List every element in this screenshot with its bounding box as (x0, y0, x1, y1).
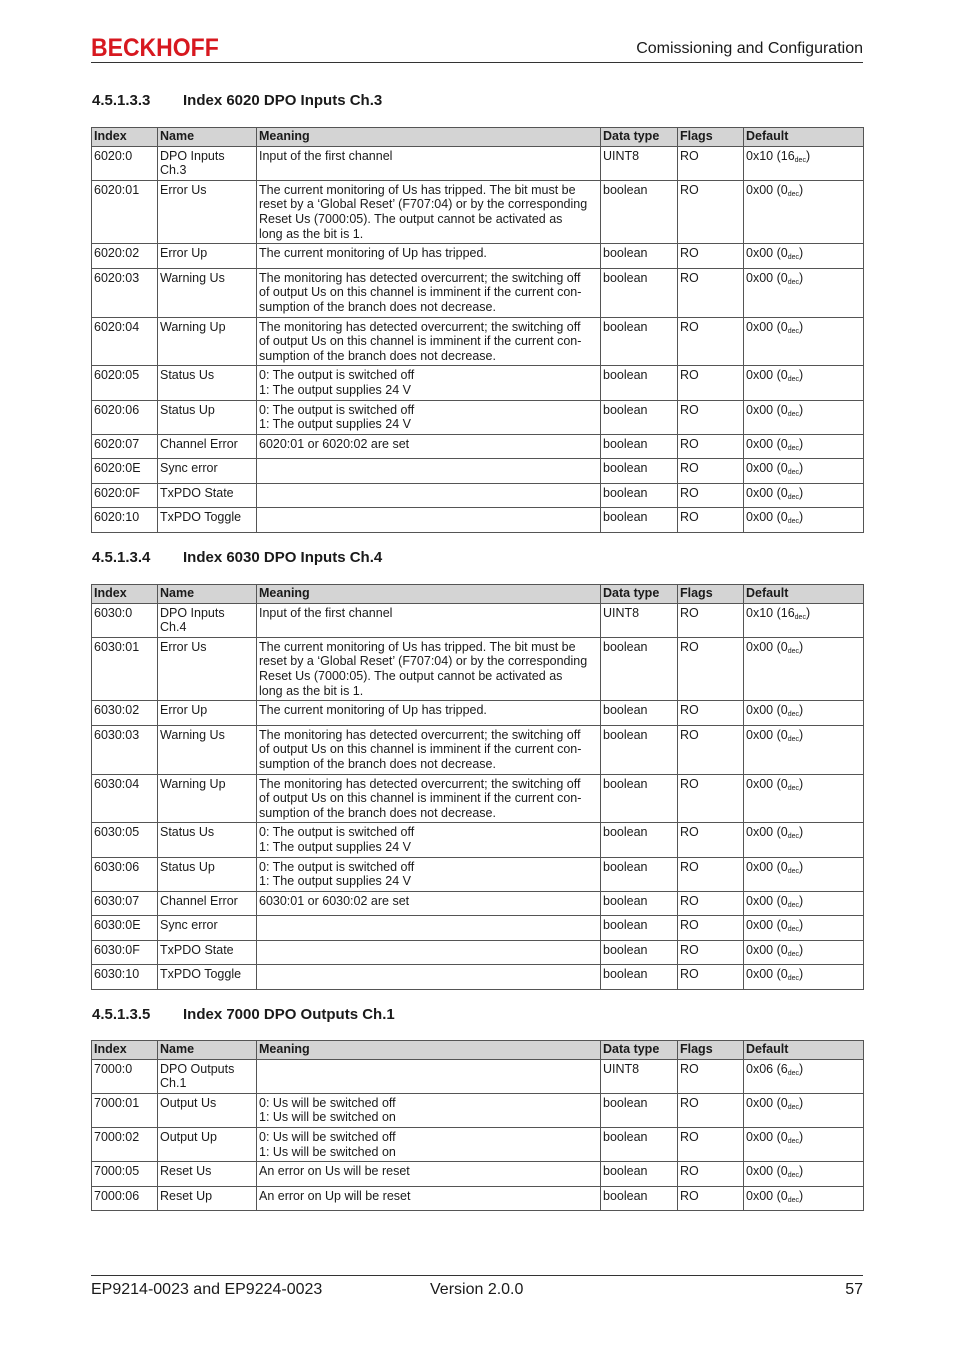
datatype-cell: boolean (601, 857, 678, 891)
default-subscript: dec (787, 493, 799, 501)
index-cell: 6020:0F (92, 483, 158, 508)
name-cell: Error Up (158, 701, 257, 726)
table-row (92, 268, 864, 317)
name-cell: Error Up (158, 244, 257, 269)
index-cell: 6020:06 (92, 400, 158, 434)
name-cell: Channel Error (158, 434, 257, 459)
default-subscript: dec (787, 711, 799, 719)
default-cell: 0x00 $(0_{dec})$ (744, 965, 864, 990)
meaning-cell: 0: The output is switched off 1: The output supplies 24 V (257, 400, 601, 434)
default-cell: 0x00 $(0_{dec})$ (744, 774, 864, 823)
name-cell: Error Us (158, 180, 257, 243)
flags-cell: RO (678, 400, 744, 434)
default-subscript: dec (787, 647, 799, 655)
index-cell: 6020:0 (92, 146, 158, 180)
column-header: Data type (601, 128, 678, 147)
section-number: 4.5.1.3.3 (92, 92, 151, 109)
index-cell: 6030:0 (92, 603, 158, 637)
name-cell: Error Us (158, 637, 257, 700)
datatype-cell: boolean (601, 244, 678, 269)
datatype-cell: boolean (601, 483, 678, 508)
name-cell: Sync error (158, 916, 257, 941)
name-cell: Channel Error (158, 891, 257, 916)
datatype-cell: boolean (601, 508, 678, 533)
default-cell: 0x10 $(16_{dec})$ (744, 146, 864, 180)
meaning-cell: The monitoring has detected overcurrent; the switching off of output Us on this channel is imminent if the current con- sumption of the branch does not decrease. (257, 268, 601, 317)
table-row (92, 400, 864, 434)
table-row (92, 774, 864, 823)
flags-cell: RO (678, 244, 744, 269)
default-cell: 0x00 $(0_{dec})$ (744, 434, 864, 459)
meaning-cell: The monitoring has detected overcurrent; the switching off of output Us on this channel is imminent if the current con- sumption of the branch does not decrease. (257, 774, 601, 823)
meaning-cell: The current monitoring of Up has tripped. (257, 244, 601, 269)
index-cell: 7000:02 (92, 1127, 158, 1161)
column-header: Meaning (257, 585, 601, 604)
table-row (92, 146, 864, 180)
flags-cell: RO (678, 1093, 744, 1127)
column-header: Meaning (257, 1041, 601, 1060)
index-cell: 7000:06 (92, 1186, 158, 1211)
flags-cell: RO (678, 1162, 744, 1187)
flags-cell: RO (678, 434, 744, 459)
name-cell: Warning Up (158, 317, 257, 366)
flags-cell: RO (678, 1186, 744, 1211)
section-title: Index 7000 DPO Outputs Ch.1 (183, 1006, 395, 1023)
meaning-cell (257, 1059, 601, 1093)
default-cell: 0x10 $(16_{dec})$ (744, 603, 864, 637)
flags-cell: RO (678, 180, 744, 243)
footer-product: EP9214-0023 and EP9224-0023 (91, 1281, 323, 1298)
default-subscript: dec (787, 518, 799, 526)
meaning-cell: 0: The output is switched off 1: The output supplies 24 V (257, 823, 601, 857)
default-subscript: dec (787, 1103, 799, 1111)
table-row (92, 823, 864, 857)
index-cell: 6020:01 (92, 180, 158, 243)
object-table (91, 584, 864, 990)
datatype-cell: boolean (601, 1127, 678, 1161)
index-cell: 7000:0 (92, 1059, 158, 1093)
section-number: 4.5.1.3.4 (92, 549, 151, 566)
table-row (92, 1127, 864, 1161)
meaning-cell: The monitoring has detected overcurrent; the switching off of output Us on this channel is imminent if the current con- sumption of the branch does not decrease. (257, 725, 601, 774)
flags-cell: RO (678, 916, 744, 941)
index-cell: 6030:02 (92, 701, 158, 726)
name-cell: TxPDO Toggle (158, 508, 257, 533)
datatype-cell: boolean (601, 366, 678, 400)
name-cell: Status Up (158, 400, 257, 434)
section-number: 4.5.1.3.5 (92, 1006, 151, 1023)
index-cell: 6020:0E (92, 459, 158, 484)
table-row (92, 508, 864, 533)
meaning-cell: 0: The output is switched off 1: The output supplies 24 V (257, 366, 601, 400)
section-heading (92, 92, 382, 109)
name-cell: DPO Inputs Ch.4 (158, 603, 257, 637)
flags-cell: RO (678, 637, 744, 700)
meaning-cell (257, 940, 601, 965)
meaning-cell (257, 459, 601, 484)
default-cell: 0x00 $(0_{dec})$ (744, 483, 864, 508)
table-row (92, 701, 864, 726)
default-cell: 0x00 $(0_{dec})$ (744, 823, 864, 857)
index-cell: 6030:0E (92, 916, 158, 941)
name-cell: Status Up (158, 857, 257, 891)
meaning-cell: The current monitoring of Up has tripped. (257, 701, 601, 726)
index-cell: 6030:01 (92, 637, 158, 700)
datatype-cell: UINT8 (601, 146, 678, 180)
flags-cell: RO (678, 823, 744, 857)
index-cell: 6030:04 (92, 774, 158, 823)
flags-cell: RO (678, 317, 744, 366)
index-cell: 7000:05 (92, 1162, 158, 1187)
default-subscript: dec (787, 901, 799, 909)
index-cell: 6020:10 (92, 508, 158, 533)
default-subscript: dec (787, 784, 799, 792)
index-cell: 6030:03 (92, 725, 158, 774)
default-cell: 0x00 $(0_{dec})$ (744, 891, 864, 916)
flags-cell: RO (678, 1127, 744, 1161)
flags-cell: RO (678, 268, 744, 317)
datatype-cell: boolean (601, 1093, 678, 1127)
table-row (92, 637, 864, 700)
column-header: Name (158, 1041, 257, 1060)
default-subscript: dec (787, 376, 799, 384)
table-row (92, 180, 864, 243)
column-header: Data type (601, 1041, 678, 1060)
default-cell: 0x00 $(0_{dec})$ (744, 508, 864, 533)
name-cell: Output Us (158, 1093, 257, 1127)
index-cell: 6030:10 (92, 965, 158, 990)
header-divider (91, 62, 863, 63)
column-header: Flags (678, 1041, 744, 1060)
name-cell: DPO Outputs Ch.1 (158, 1059, 257, 1093)
column-header: Index (92, 1041, 158, 1060)
default-cell: 0x00 $(0_{dec})$ (744, 1162, 864, 1187)
flags-cell: RO (678, 701, 744, 726)
flags-cell: RO (678, 725, 744, 774)
default-subscript: dec (787, 444, 799, 452)
index-cell: 7000:01 (92, 1093, 158, 1127)
datatype-cell: boolean (601, 965, 678, 990)
meaning-cell: An error on Up will be reset (257, 1186, 601, 1211)
meaning-cell: Input of the first channel (257, 603, 601, 637)
datatype-cell: boolean (601, 400, 678, 434)
name-cell: Status Us (158, 823, 257, 857)
default-cell: 0x00 $(0_{dec})$ (744, 400, 864, 434)
datatype-cell: boolean (601, 434, 678, 459)
flags-cell: RO (678, 891, 744, 916)
table-header-row (92, 128, 864, 147)
flags-cell: RO (678, 857, 744, 891)
name-cell: Status Us (158, 366, 257, 400)
default-cell: 0x00 $(0_{dec})$ (744, 459, 864, 484)
column-header: Flags (678, 585, 744, 604)
column-header: Index (92, 128, 158, 147)
datatype-cell: boolean (601, 774, 678, 823)
meaning-cell (257, 508, 601, 533)
column-header: Default (744, 585, 864, 604)
flags-cell: RO (678, 483, 744, 508)
default-cell: 0x00 $(0_{dec})$ (744, 637, 864, 700)
flags-cell: RO (678, 774, 744, 823)
column-header: Name (158, 128, 257, 147)
index-cell: 6020:03 (92, 268, 158, 317)
name-cell: TxPDO State (158, 483, 257, 508)
name-cell: Sync error (158, 459, 257, 484)
meaning-cell: 6020:01 or 6020:02 are set (257, 434, 601, 459)
datatype-cell: UINT8 (601, 1059, 678, 1093)
index-cell: 6020:04 (92, 317, 158, 366)
default-subscript: dec (787, 469, 799, 477)
table-row (92, 1162, 864, 1187)
table-row (92, 1186, 864, 1211)
footer-divider (91, 1275, 863, 1276)
index-cell: 6020:02 (92, 244, 158, 269)
table-header-row (92, 585, 864, 604)
meaning-cell: The current monitoring of Us has tripped. The bit must be reset by a ‘Global Reset’ (F707:04) or by the corresponding Reset Us (7000:05). The output cannot be activated as long as the bit is 1. (257, 180, 601, 243)
default-cell: 0x00 $(0_{dec})$ (744, 857, 864, 891)
default-subscript: dec (787, 926, 799, 934)
chapter-title: Comissioning and Configuration (636, 40, 863, 57)
section-title: Index 6030 DPO Inputs Ch.4 (183, 549, 383, 566)
meaning-cell: 0: The output is switched off 1: The output supplies 24 V (257, 857, 601, 891)
column-header: Name (158, 585, 257, 604)
default-subscript: dec (787, 327, 799, 335)
table-row (92, 434, 864, 459)
flags-cell: RO (678, 940, 744, 965)
table-row (92, 459, 864, 484)
default-cell: 0x00 $(0_{dec})$ (744, 366, 864, 400)
default-subscript: dec (787, 1172, 799, 1180)
datatype-cell: boolean (601, 1162, 678, 1187)
default-subscript: dec (787, 1196, 799, 1204)
default-subscript: dec (787, 278, 799, 286)
flags-cell: RO (678, 965, 744, 990)
page-number: 57 (845, 1281, 863, 1298)
name-cell: Reset Up (158, 1186, 257, 1211)
object-table (91, 1040, 864, 1211)
default-cell: 0x00 $(0_{dec})$ (744, 725, 864, 774)
name-cell: Warning Up (158, 774, 257, 823)
meaning-cell: An error on Us will be reset (257, 1162, 601, 1187)
beckhoff-logo: BECKHOFF (91, 34, 219, 62)
default-cell: 0x00 $(0_{dec})$ (744, 317, 864, 366)
default-subscript: dec (787, 190, 799, 198)
default-cell: 0x00 $(0_{dec})$ (744, 1127, 864, 1161)
name-cell: Warning Us (158, 268, 257, 317)
meaning-cell: 0: Us will be switched off 1: Us will be switched on (257, 1127, 601, 1161)
column-header: Default (744, 128, 864, 147)
default-cell: 0x00 $(0_{dec})$ (744, 180, 864, 243)
table-row (92, 603, 864, 637)
table-row (92, 366, 864, 400)
index-cell: 6030:05 (92, 823, 158, 857)
table-row (92, 916, 864, 941)
default-cell: 0x00 $(0_{dec})$ (744, 940, 864, 965)
datatype-cell: UINT8 (601, 603, 678, 637)
flags-cell: RO (678, 146, 744, 180)
index-cell: 6020:07 (92, 434, 158, 459)
datatype-cell: boolean (601, 701, 678, 726)
table-row (92, 483, 864, 508)
meaning-cell: The monitoring has detected overcurrent; the switching off of output Us on this channel is imminent if the current con- sumption of the branch does not decrease. (257, 317, 601, 366)
flags-cell: RO (678, 366, 744, 400)
datatype-cell: boolean (601, 916, 678, 941)
meaning-cell (257, 483, 601, 508)
default-subscript: dec (787, 254, 799, 262)
default-subscript: dec (794, 156, 806, 164)
datatype-cell: boolean (601, 637, 678, 700)
table-header-row (92, 1041, 864, 1060)
default-subscript: dec (787, 833, 799, 841)
name-cell: Output Up (158, 1127, 257, 1161)
index-cell: 6030:07 (92, 891, 158, 916)
table-row (92, 1093, 864, 1127)
table-row (92, 725, 864, 774)
default-cell: 0x00 $(0_{dec})$ (744, 244, 864, 269)
index-cell: 6030:06 (92, 857, 158, 891)
column-header: Index (92, 585, 158, 604)
default-subscript: dec (787, 867, 799, 875)
datatype-cell: boolean (601, 1186, 678, 1211)
default-subscript: dec (787, 1069, 799, 1077)
object-table (91, 127, 864, 533)
name-cell: Warning Us (158, 725, 257, 774)
datatype-cell: boolean (601, 268, 678, 317)
column-header: Meaning (257, 128, 601, 147)
flags-cell: RO (678, 508, 744, 533)
table-row (92, 244, 864, 269)
flags-cell: RO (678, 603, 744, 637)
default-cell: 0x00 $(0_{dec})$ (744, 268, 864, 317)
name-cell: Reset Us (158, 1162, 257, 1187)
default-subscript: dec (794, 613, 806, 621)
table-row (92, 940, 864, 965)
flags-cell: RO (678, 459, 744, 484)
datatype-cell: boolean (601, 891, 678, 916)
datatype-cell: boolean (601, 459, 678, 484)
flags-cell: RO (678, 1059, 744, 1093)
datatype-cell: boolean (601, 317, 678, 366)
table-row (92, 965, 864, 990)
meaning-cell: 0: Us will be switched off 1: Us will be switched on (257, 1093, 601, 1127)
index-cell: 6020:05 (92, 366, 158, 400)
default-cell: 0x00 $(0_{dec})$ (744, 1093, 864, 1127)
datatype-cell: boolean (601, 823, 678, 857)
name-cell: DPO Inputs Ch.3 (158, 146, 257, 180)
default-cell: 0x00 $(0_{dec})$ (744, 916, 864, 941)
default-subscript: dec (787, 735, 799, 743)
table-row (92, 1059, 864, 1093)
index-cell: 6030:0F (92, 940, 158, 965)
default-subscript: dec (787, 410, 799, 418)
section-title: Index 6020 DPO Inputs Ch.3 (183, 92, 383, 109)
datatype-cell: boolean (601, 940, 678, 965)
column-header: Data type (601, 585, 678, 604)
column-header: Default (744, 1041, 864, 1060)
default-cell: 0x00 $(0_{dec})$ (744, 701, 864, 726)
name-cell: TxPDO State (158, 940, 257, 965)
datatype-cell: boolean (601, 180, 678, 243)
column-header: Flags (678, 128, 744, 147)
table-row (92, 891, 864, 916)
meaning-cell: The current monitoring of Us has tripped. The bit must be reset by a ‘Global Reset’ (F707:04) or by the corresponding Reset Us (7000:05). The output cannot be activated as long as the bit is 1. (257, 637, 601, 700)
meaning-cell: Input of the first channel (257, 146, 601, 180)
meaning-cell (257, 965, 601, 990)
meaning-cell (257, 916, 601, 941)
section-heading (92, 1006, 395, 1023)
table-row (92, 857, 864, 891)
footer-version: Version 2.0.0 (430, 1281, 524, 1298)
table-row (92, 317, 864, 366)
default-subscript: dec (787, 975, 799, 983)
default-cell: 0x06 $(6_{dec})$ (744, 1059, 864, 1093)
default-subscript: dec (787, 1137, 799, 1145)
datatype-cell: boolean (601, 725, 678, 774)
meaning-cell: 6030:01 or 6030:02 are set (257, 891, 601, 916)
name-cell: TxPDO Toggle (158, 965, 257, 990)
default-subscript: dec (787, 950, 799, 958)
default-cell: 0x00 $(0_{dec})$ (744, 1186, 864, 1211)
section-heading (92, 549, 382, 566)
